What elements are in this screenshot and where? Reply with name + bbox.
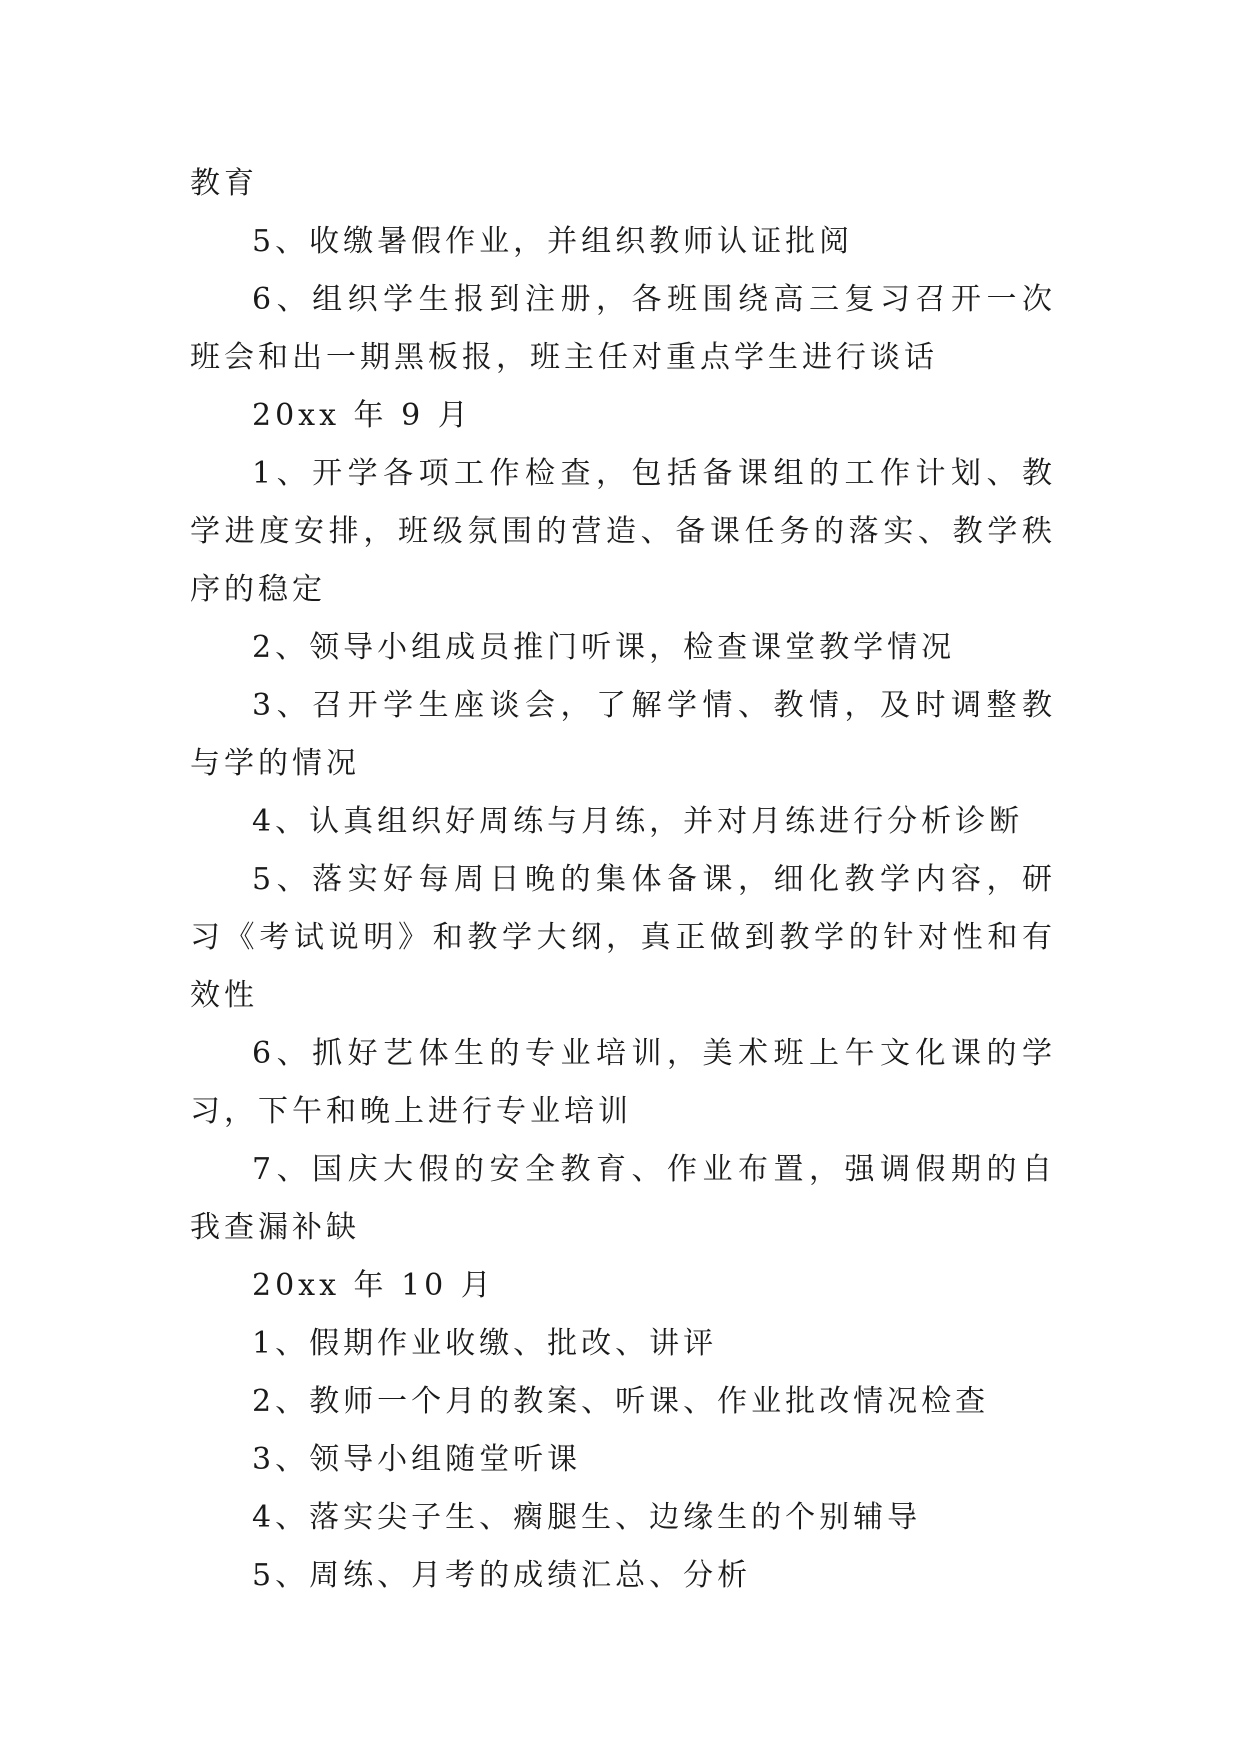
paragraph-item: 5、收缴暑假作业，并组织教师认证批阅 bbox=[252, 224, 854, 259]
month-heading: 20xx 年 9 月 bbox=[252, 398, 472, 433]
month-heading: 20xx 年 10 月 bbox=[252, 1268, 495, 1303]
paragraph-continuation: 教育 bbox=[190, 166, 258, 201]
paragraph-item: 1、假期作业收缴、批改、讲评 bbox=[252, 1326, 718, 1361]
document-body bbox=[190, 155, 1056, 1605]
paragraph-item: 5、落实好每周日晚的集体备课，细化教学内容，研习《考试说明》和教学大纲，真正做到教学的针对性和有效性 bbox=[190, 862, 1056, 1013]
paragraph-item: 6、组织学生报到注册，各班围绕高三复习召开一次班会和出一期黑板报，班主任对重点学生进行谈话 bbox=[190, 282, 1056, 375]
paragraph-item: 7、国庆大假的安全教育、作业布置，强调假期的自我查漏补缺 bbox=[190, 1152, 1056, 1245]
paragraph-item: 6、抓好艺体生的专业培训，美术班上午文化课的学习，下午和晚上进行专业培训 bbox=[190, 1036, 1056, 1129]
paragraph-item: 3、召开学生座谈会，了解学情、教情，及时调整教与学的情况 bbox=[190, 688, 1056, 781]
paragraph-item: 1、开学各项工作检查，包括备课组的工作计划、教学进度安排，班级氛围的营造、备课任务的落实、教学秩序的稳定 bbox=[190, 456, 1056, 607]
paragraph-item: 3、领导小组随堂听课 bbox=[252, 1442, 582, 1477]
paragraph-item: 5、周练、月考的成绩汇总、分析 bbox=[252, 1558, 752, 1593]
paragraph-item: 4、落实尖子生、瘸腿生、边缘生的个别辅导 bbox=[252, 1500, 922, 1535]
paragraph-item: 4、认真组织好周练与月练，并对月练进行分析诊断 bbox=[252, 804, 1024, 839]
paragraph-item: 2、教师一个月的教案、听课、作业批改情况检查 bbox=[252, 1384, 990, 1419]
paragraph-item: 2、领导小组成员推门听课，检查课堂教学情况 bbox=[252, 630, 956, 665]
